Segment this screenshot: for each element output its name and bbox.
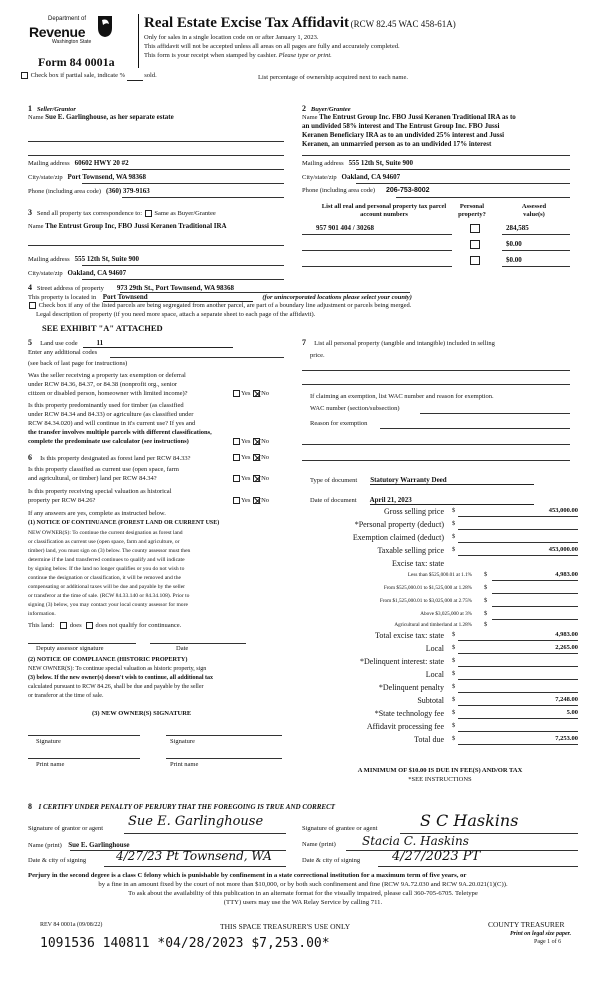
correspondence-city[interactable]: Oakland, CA 94607 [67, 269, 127, 277]
bracket4-label: Above $3,025,000 at 3% [420, 611, 472, 617]
q-timber-no-checkbox[interactable] [253, 438, 260, 445]
delinquent-local-label: Local [425, 670, 444, 679]
wac-label: WAC number (section/subsection) [310, 405, 400, 412]
exemption-claimed-label: Exemption claimed (deduct) [352, 533, 444, 542]
form-citation: (RCW 82.45 WAC 458-61A) [350, 19, 456, 29]
q-forest-yes-checkbox[interactable] [233, 454, 240, 461]
does-label: does [69, 622, 82, 629]
land-use-label: Land use code [40, 340, 78, 347]
seller-city[interactable]: Port Townsend, WA 98368 [67, 173, 146, 181]
buyer-num: 2 [302, 104, 306, 113]
correspondence-city-row [28, 269, 126, 278]
print-legal-note: Print on legal size paper. [510, 931, 572, 937]
exhibit-note: SEE EXHIBIT "A" ATTACHED [42, 323, 163, 333]
header-note2: This affidavit will not be accepted unless all areas on all pages are fully and accurately completed. [144, 43, 400, 50]
exemption-label: If claiming an exemption, list WAC number and reason for exemption. [310, 393, 494, 400]
legal-description-label: Legal description of property (if you need more space, attach a separate sheet to each page of the affidavit). [36, 311, 316, 318]
dept-line1: Department of [48, 16, 87, 22]
notice1-line: by signing below. If the land no longer qualifies or you do not wish to [28, 566, 185, 572]
q-historic-answer [232, 497, 269, 505]
notice1-line: or transferor at the time of sale. (RCW 84.33.140 or 84.34.108). Prior to [28, 593, 190, 599]
grantor-date-label: Date & city of signing [28, 857, 87, 864]
yes-label: Yes [241, 475, 251, 482]
q-exemption-line2: under RCW 84.36, 84.37, or 84.38 (nonprofit org., senior [28, 381, 178, 388]
county-treasurer-label: COUNTY TREASURER [488, 920, 565, 929]
delinquent-penalty-label: *Delinquent penalty [378, 683, 444, 692]
buyer-name-row [302, 113, 516, 122]
section5-num: 5 [28, 338, 32, 347]
dollar-sign: $ [452, 631, 456, 638]
q-current-use-line1: Is this property classified as current use (open space, farm [28, 466, 179, 473]
dor-logo [20, 14, 120, 52]
header-note1: Only for sales in a single location code on or after January 1, 2023. [144, 34, 319, 41]
total-excise-value[interactable]: 4,983.00 [555, 631, 578, 638]
partial-sale-checkbox[interactable] [21, 72, 28, 79]
dollar-sign: $ [452, 507, 456, 514]
section7-label: List all personal property (tangible and intangible) included in selling [314, 340, 495, 347]
property-located[interactable]: Port Townsend [103, 293, 253, 302]
partial-sale-suffix: sold. [144, 72, 157, 79]
header-note3-italic: Please type or print. [278, 52, 332, 59]
dollar-sign: $ [484, 610, 488, 617]
bracket5-label: Agricultural and timberland at 1.28% [394, 622, 472, 628]
grantee-sig-label [302, 825, 377, 833]
q-forest-label: Is this property designated as forest land per RCW 84.33? [40, 455, 191, 462]
q-historic-no-checkbox[interactable] [253, 497, 260, 504]
yes-label: Yes [241, 390, 251, 397]
notice1-title: (1) NOTICE OF CONTINUANCE (FOREST LAND OR CURRENT USE) [28, 520, 220, 526]
notice1-line: signing (3) below, you may contact your local county assessor for more [28, 602, 188, 608]
q-forest-answer [232, 454, 269, 462]
perjury-line3: To ask about the availability of this publication in an alternate format for the visually impaired, please call 360-705-6705. Teletype [128, 890, 478, 897]
doc-date-label: Date of document [310, 497, 357, 504]
grantor-sig-label-text: Signature of grantor or agent [28, 825, 104, 832]
bracket3-label: From $1,525,000.01 to $3,025,000 at 2.75% [379, 598, 472, 604]
partial-sale [20, 72, 157, 81]
certify-heading-text: I CERTIFY UNDER PENALTY OF PERJURY THAT THE FOREGOING IS TRUE AND CORRECT [38, 803, 336, 811]
parcel-row1-personal-checkbox[interactable] [470, 224, 480, 233]
segregated-label: Check box if any of the listed parcels are being segregated from another parcel, are part of a boundary line adjustment or parcels being merged. [38, 302, 412, 309]
bracket2-label: From $525,000.01 to $1,525,000 at 1.28% [383, 585, 472, 591]
delinquent-interest-label: *Delinquent interest: state [360, 657, 444, 666]
perjury-line2: by a fine in an amount fixed by the court of not more than $10,000, or by both such confinement and fine (RCW 9A.72.030 and RCW 9A.20.021(1)(C)). [98, 881, 508, 888]
no-label: No [261, 497, 270, 504]
reason-row [310, 420, 367, 428]
notice1-line: information. [28, 611, 56, 617]
notice1-line: compensating or additional taxes will be due and payable by the seller [28, 584, 186, 590]
q-exemption-answer [232, 390, 269, 398]
property-num: 4 [28, 283, 32, 292]
partial-percent-field[interactable] [127, 72, 143, 81]
buyer-phone[interactable]: 206-753-8002 [385, 187, 430, 194]
perjury-line1 [28, 871, 578, 880]
total-due-label: Total due [414, 735, 444, 744]
new-owner-signature1: Signature [36, 738, 61, 745]
dollar-sign: $ [452, 683, 456, 690]
notice2-line: (3) below. If the new owner(s) doesn't wish to continue, all additional tax [28, 675, 214, 681]
does-not-label: does not qualify for continuance. [95, 622, 182, 629]
q-current-use-line2: and agricultural, or timber) land per RCW 84.34? [28, 475, 157, 482]
additional-codes-label: Enter any additional codes [28, 349, 98, 356]
seller-phone-label: Phone (including area code) [28, 188, 102, 195]
correspondence-mailing-label: Mailing address [28, 256, 70, 263]
new-owner-print2: Print name [170, 761, 199, 768]
parcel-row3-personal-checkbox[interactable] [470, 256, 480, 265]
property-street-label: Street address of property [36, 285, 104, 292]
bracket1-label: Less than $525,000.01 at 1.1% [407, 572, 472, 578]
property-located-row [28, 293, 412, 302]
buyer-name-line1[interactable]: The Entrust Group Inc. FBO Jussi Keranen Traditional IRA as to [319, 113, 516, 121]
q-exemption-no-checkbox[interactable] [253, 390, 260, 397]
dollar-sign: $ [452, 520, 456, 527]
grantor-print[interactable]: Sue E. Garlinghouse [68, 841, 130, 849]
buyer-city-label: City/state/zip [302, 174, 337, 181]
parcel-row1-value[interactable]: 284,585 [506, 224, 529, 232]
perjury-notice [28, 871, 578, 907]
same-as-buyer-checkbox[interactable] [145, 210, 152, 217]
form-number: Form 84 0001a [38, 55, 115, 69]
correspondence-name-label: Name [28, 223, 44, 230]
minimum-due-note: A MINIMUM OF $10.00 IS DUE IN FEE(S) AND/OR TAX [357, 767, 523, 774]
grantor-signature[interactable]: Sue E. Garlinghouse [128, 814, 264, 829]
no-label: No [261, 475, 270, 482]
correspondence-label: Send all property tax correspondence to: [36, 210, 143, 217]
dollar-sign: $ [452, 657, 456, 664]
notice1-body [28, 529, 190, 619]
segregated-checkbox[interactable] [29, 302, 36, 309]
deputy-signature-label: Deputy assessor signature [36, 645, 104, 652]
tech-fee-label: *State technology fee [374, 709, 444, 718]
excise-state-label: Excise tax: state [392, 559, 444, 568]
does-not-qualify-checkbox[interactable] [86, 622, 93, 629]
ownership-note: List percentage of ownership acquired next to each name. [258, 74, 408, 81]
reason-label: Reason for exemption [310, 420, 368, 427]
notice2-line: or transferor at the time of sale. [28, 693, 104, 699]
dept-line3: Washington State [52, 39, 92, 45]
gross-price-label: Gross selling price [384, 507, 444, 516]
dept-line2: Revenue [29, 24, 86, 40]
header-note3 [144, 52, 332, 60]
local-label: Local [425, 644, 444, 653]
no-label: No [261, 438, 270, 445]
correspondence-heading [28, 208, 216, 218]
notice1-line: determine if the land transferred continues to qualify and will indicate [28, 557, 185, 563]
doc-date[interactable]: April 21, 2023 [370, 496, 534, 505]
dollar-sign: $ [452, 709, 456, 716]
q-timber-line4: the transfer involves multiple parcels with different classifications, [28, 429, 212, 436]
q-timber-yes-checkbox[interactable] [233, 438, 240, 445]
notice2-title: (2) NOTICE OF COMPLIANCE (HISTORIC PROPERTY) [28, 656, 188, 663]
seller-mailing-row [28, 159, 129, 168]
header-note3-text: This form is your receipt when stamped by cashier. [144, 52, 278, 59]
parcel-row1-number[interactable]: 957 901 404 / 30268 [316, 224, 374, 232]
seller-mailing-label: Mailing address [28, 160, 70, 167]
correspondence-mailing-row [28, 255, 139, 264]
grantor-date-city[interactable]: 4/27/23 Pt Townsend, WA [116, 849, 272, 863]
grantor-date-row [28, 857, 86, 865]
q-forest-row [28, 453, 191, 463]
new-owner-signature2: Signature [170, 738, 195, 745]
notice1-line: NEW OWNER(S): To continue the current designation as forest land [28, 530, 183, 536]
doc-type-row [310, 476, 534, 485]
dollar-sign: $ [452, 533, 456, 540]
state-emblem-icon [94, 14, 116, 38]
seller-phone[interactable]: (360) 379-9163 [105, 187, 150, 195]
seller-mailing[interactable]: 60602 HWY 20 #2 [74, 159, 129, 167]
buyer-mailing-row [302, 159, 413, 168]
yes-label: Yes [241, 438, 251, 445]
gross-price-value[interactable]: 453,000.00 [548, 507, 578, 514]
total-due-value[interactable]: 7,253.00 [555, 735, 578, 742]
local-value[interactable]: 2,265.00 [555, 644, 578, 651]
buyer-name-line3[interactable]: Keranen Beneficiary IRA as to an undivided 25% interest and Jussi [302, 131, 505, 139]
q-exemption-line1: Was the seller receiving a property tax exemption or deferral [28, 372, 186, 379]
dollar-sign: $ [452, 644, 456, 651]
grantee-sig-label-text: Signature of grantee or agent [302, 825, 378, 832]
dollar-sign: $ [452, 670, 456, 677]
doc-date-row [310, 496, 534, 505]
buyer-name-label: Name [302, 114, 318, 121]
q-timber-line2: under RCW 84.34 and 84.33) or agriculture (as classified under [28, 411, 194, 418]
buyer-city[interactable]: Oakland, CA 94607 [341, 173, 401, 181]
q-forest-no-checkbox[interactable] [253, 454, 260, 461]
correspondence-num: 3 [28, 208, 32, 217]
q-timber-line1: Is this property predominantly used for timber (as classified [28, 402, 184, 409]
parcel-row2-personal-checkbox[interactable] [470, 240, 480, 249]
form-title [144, 14, 456, 32]
buyer-name-line4[interactable]: Keranen, an unmarried person as to an undivided 17% interest [302, 140, 492, 148]
dollar-sign: $ [484, 597, 488, 604]
buyer-name-line2[interactable]: an undivided 58% interest and The Entrust Group Inc. FBO Jussi [302, 122, 500, 130]
taxable-price-value[interactable]: 453,000.00 [548, 546, 578, 553]
grantor-print-row [28, 841, 130, 850]
perjury-line4: (TTY) users may use the WA Relay Service by calling 711. [223, 899, 383, 906]
grantor-print-label: Name (print) [28, 842, 62, 849]
land-qualify-row [28, 622, 181, 630]
instructions-note: If any answers are yes, complete as instructed below. [28, 510, 166, 517]
same-as-buyer-label: Same as Buyer/Grantee [154, 210, 216, 217]
page-number: Page 1 of 6 [534, 939, 562, 945]
notice1-line: timber) land, you must sign on (3) below. The county assessor must then [28, 548, 191, 554]
section7-num: 7 [302, 338, 306, 347]
perjury-line1-text: Perjury in the second degree is a class C felony which is punishable by confinement in a state correctional institution for a maximum term of five years, or [28, 872, 467, 879]
grantor-sig-label [28, 825, 103, 833]
header-divider [138, 14, 139, 68]
dollar-sign: $ [452, 696, 456, 703]
buyer-heading-text: Buyer/Grantee [310, 106, 351, 113]
notice2-body [28, 665, 213, 701]
seller-name-label: Name [28, 114, 44, 121]
buyer-city-row [302, 173, 400, 182]
q-historic-line1: Is this property receiving special valuation as historical [28, 488, 172, 495]
correspondence-city-label: City/state/zip [28, 270, 63, 277]
q-timber-answer [232, 438, 269, 446]
property-located-note: (for unincorporated locations please select your county) [262, 294, 412, 301]
parcel-row3-value[interactable]: $0.00 [506, 256, 522, 264]
new-owner-print1: Print name [36, 761, 65, 768]
notice1-line: or classification as current use (open space, farm and agriculture, or [28, 539, 180, 545]
dollar-sign: $ [484, 571, 488, 578]
parcels-col3: Assessed value(s) [521, 203, 547, 218]
processing-fee-label: Affidavit processing fee [366, 722, 444, 731]
q-current-use-answer [232, 475, 269, 483]
seller-phone-row [28, 187, 150, 196]
correspondence-name-row [28, 222, 227, 231]
tech-fee-value[interactable]: 5.00 [566, 709, 578, 716]
yes-label: Yes [241, 497, 251, 504]
q-timber-line5: complete the predominate use calculator (see instructions) [28, 438, 189, 445]
q-timber-line3: RCW 84.34.020) and will continue in it's current use? If yes and [28, 420, 196, 427]
property-located-label: This property is located in [28, 294, 97, 301]
dollar-sign: $ [452, 722, 456, 729]
dollar-sign: $ [484, 584, 488, 591]
land-use-row [28, 338, 233, 348]
notice2-line: NEW OWNER(S): To continue special valuation as historic property, sign [28, 666, 207, 672]
parcels-col2: Personal property? [458, 203, 486, 218]
parcels-col1: List all real and personal property tax parcel account numbers [321, 203, 447, 218]
q-current-use-no-checkbox[interactable] [253, 475, 260, 482]
deputy-date-label: Date [176, 645, 189, 652]
notice1-line: continue the designation or classification, it will be removed and the [28, 575, 182, 581]
does-qualify-checkbox[interactable] [60, 622, 67, 629]
no-label: No [261, 454, 270, 461]
q-historic-yes-checkbox[interactable] [233, 497, 240, 504]
dollar-sign: $ [484, 621, 488, 628]
total-excise-label: Total excise tax: state [375, 631, 444, 640]
q-exemption-line3: citizen or disabled person, homeowner with limited income)? [28, 390, 188, 397]
grantee-print-label: Name (print) [302, 841, 336, 848]
grantee-date-label: Date & city of signing [302, 857, 361, 864]
grantee-signature[interactable]: S C Haskins [420, 811, 519, 830]
doc-type[interactable]: Statutory Warranty Deed [370, 476, 534, 485]
buyer-phone-row [302, 187, 430, 195]
yes-label: Yes [241, 454, 251, 461]
buyer-mailing[interactable]: 555 12th St, Suite 900 [348, 159, 413, 167]
property-street[interactable]: 973 29th St., Port Townsend, WA 98368 [116, 284, 234, 292]
correspondence-name[interactable]: The Entrust Group Inc, FBO Jussi Keranen Traditional IRA [45, 222, 227, 230]
segregated-row [28, 302, 411, 310]
doc-type-label: Type of document [310, 477, 358, 484]
wac-row [310, 405, 400, 413]
seller-num: 1 [28, 104, 32, 113]
grantee-date-city[interactable]: 4/27/2023 PT [392, 849, 481, 864]
this-land-label: This land: [28, 622, 55, 629]
grantee-print[interactable]: Stacia C. Haskins [362, 834, 469, 848]
correspondence-mailing[interactable]: 555 12th St, Suite 900 [74, 255, 139, 263]
buyer-phone-label: Phone (including area code) [302, 187, 376, 194]
seller-city-row [28, 173, 146, 182]
seller-city-label: City/state/zip [28, 174, 63, 181]
parcel-row2-value[interactable]: $0.00 [506, 240, 522, 248]
see-back-label: (see back of last page for instructions) [28, 360, 128, 367]
land-use-code[interactable]: 11 [83, 339, 233, 348]
grantee-date-row [302, 857, 360, 865]
dollar-sign: $ [452, 735, 456, 742]
notice2-line: calculated pursuant to RCW 84.26, shall be due and payable by the seller [28, 684, 204, 690]
taxable-price-label: Taxable selling price [377, 546, 444, 555]
new-owner-sig-heading: (3) NEW OWNER(S) SIGNATURE [92, 710, 192, 717]
section7-label2: price. [310, 352, 325, 359]
seller-name[interactable]: Sue E. Garlinghouse, as her separate estate [45, 113, 174, 121]
certify-num: 8 [28, 802, 32, 811]
q-historic-line2: property per RCW 84.26? [28, 497, 96, 504]
buyer-mailing-label: Mailing address [302, 160, 344, 167]
form-title-text: Real Estate Excise Tax Affidavit [144, 15, 349, 31]
q-exemption-yes-checkbox[interactable] [233, 390, 240, 397]
q-current-use-yes-checkbox[interactable] [233, 475, 240, 482]
bracket1-value[interactable]: 4,983.00 [555, 571, 578, 578]
partial-sale-label: Check box if partial sale, indicate % [30, 72, 126, 79]
grantee-print-row [302, 841, 336, 849]
no-label: No [261, 390, 270, 397]
dollar-sign: $ [452, 546, 456, 553]
subtotal-label: Subtotal [417, 696, 444, 705]
subtotal-value[interactable]: 7,248.00 [555, 696, 578, 703]
section7-heading [302, 338, 495, 348]
revision-label: REV 84 0001a (09/08/22) [40, 922, 103, 928]
see-instructions-note: *SEE INSTRUCTIONS [408, 776, 472, 783]
treasurer-use-label: THIS SPACE TREASURER'S USE ONLY [220, 922, 351, 931]
personal-property-label: *Personal property (deduct) [354, 520, 444, 529]
seller-heading-text: Seller/Grantor [36, 106, 76, 113]
seller-name-row [28, 113, 174, 122]
cashier-receipt-stamp: 1091536 140811 *04/28/2023 $7,253.00* [40, 936, 330, 951]
section6-num: 6 [28, 453, 32, 462]
certify-heading [28, 802, 335, 812]
